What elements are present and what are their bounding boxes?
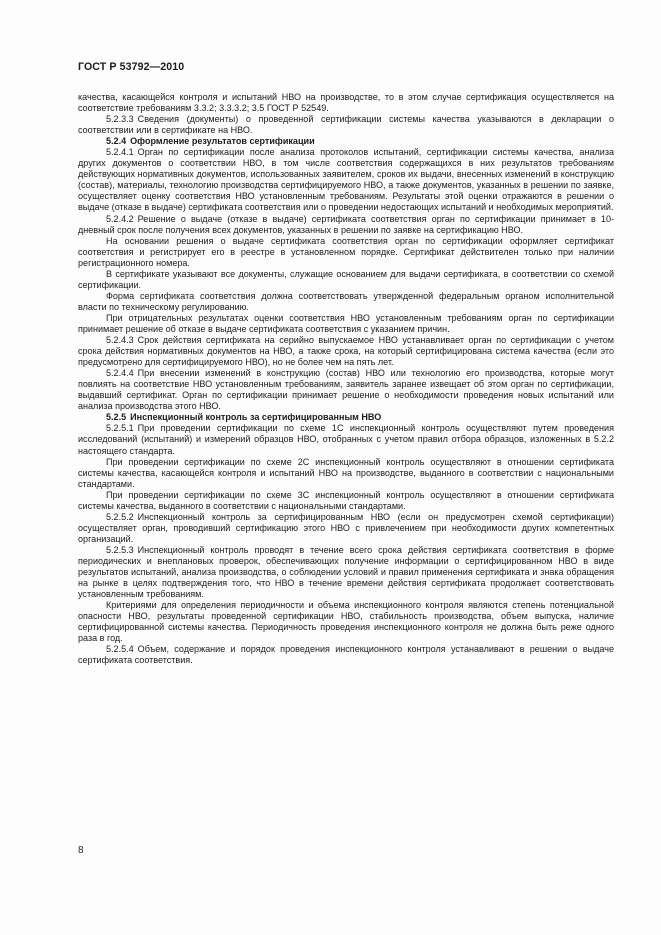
clause-number: 5.2.5.2 — [106, 511, 134, 522]
clause-number: 5.2.5.3 — [106, 544, 134, 555]
paragraph — [78, 313, 614, 335]
clause-5-2-4-2 — [78, 214, 614, 236]
paragraph-text: При проведении сертификации по схеме 2С инспекционный контроль осуществляют в отношении сертификата системы качества, касающейся контроля и испытаний НВО на производстве, выданного в соответствии с национальными стандартами. — [78, 456, 614, 489]
paragraph-text: качества, касающейся контроля и испытаний НВО на производстве, то в этом случае сертификация осуществляется на соответствие требованиям 3.3.2; 3.3.3.2; 3.5 ГОСТ Р 52549. — [78, 92, 614, 114]
document-header: ГОСТ Р 53792—2010 — [78, 61, 185, 73]
section-title: Инспекционный контроль за сертифицированным НВО — [130, 412, 382, 423]
clause-number: 5.2.4.2 — [106, 213, 134, 224]
clause-number: 5.2.4.3 — [106, 335, 134, 346]
paragraph-text: Инспекционный контроль за сертифицированным НВО (если он предусмотрен схемой сертификации) осуществляет орган, проводивший сертификацию этого НВО с привлечением при необходимости других компетентных организаций. — [78, 511, 614, 544]
clause-5-2-4-4 — [78, 368, 614, 412]
clause-number: 5.2.4.4 — [106, 368, 134, 379]
paragraph-text: В сертификате указывают все документы, служащие основанием для выдачи сертификата, в соответствии со схемой сертификации. — [78, 268, 614, 290]
section-number: 5.2.5 — [106, 412, 127, 423]
paragraph-text: При проведении сертификации по схеме 1С инспекционный контроль осуществляют путем проведения исследований (испытаний) и измерений образцов НВО, отобранных с учетом правил отбора образцов, изложенных в 5.2.2 настоящего стандарта. — [78, 423, 614, 456]
section-heading-5-2-5 — [78, 412, 614, 423]
paragraph-text: Критериями для определения периодичности и объема инспекционного контроля являются степень потенциальной опасности НВО, результаты проведенной сертификации НВО, стабильность производства, объем выпуска, наличие сертифицированной системы качества. Периодичность проведения инспекционного контроля не должна быть реже одного раза в год. — [78, 600, 614, 644]
clause-5-2-4-1 — [78, 147, 614, 213]
paragraph — [78, 269, 614, 291]
paragraph-text: Решение о выдаче (отказе в выдаче) сертификата соответствия орган по сертификации принимает в 10-дневный срок после получения всех документов, указанных в решении по заявке на сертификацию НВО. — [78, 213, 614, 235]
page-number: 8 — [78, 845, 84, 856]
paragraph-text: При отрицательных результатах оценки соответствия НВО установленным требованиям орган по сертификации принимает решение об отказе в выдаче сертификата соответствия с указанием причин. — [78, 312, 614, 334]
paragraph — [78, 236, 614, 269]
paragraph — [78, 490, 614, 512]
paragraph-text: Орган по сертификации после анализа протоколов испытаний, сертификации системы качества, анализа других документов о соответствии НВО, в том числе соответствия содержащихся в них результатов требованиям действующих нормативных документов, использованных заявителем, сроков их выдачи, внесенных изменений в конструкцию (состав), материалы, технологию производства сертифицируемого НВО, а также документов, указанных в решении по заявке, осуществляет оценку соответствия НВО установленным требованиям. Результаты этой оценки отражаются в решении о выдаче (отказе в выдаче) сертификата соответствия или о проведении недостающих испытаний и необходимых мероприятий. — [78, 147, 614, 213]
paragraph-text: Срок действия сертификата на серийно выпускаемое НВО устанавливает орган по сертификации с учетом срока действия нормативных документов на НВО, а также срока, на который сертифицирована система качества (если это предусмотрено для сертифицируемого НВО), но не более чем на пять лет. — [78, 335, 614, 368]
paragraph — [78, 457, 614, 490]
clause-5-2-5-2 — [78, 512, 614, 545]
paragraph — [78, 291, 614, 313]
document-body — [78, 92, 614, 666]
clause-5-2-4-3 — [78, 335, 614, 368]
paragraph-text: Объем, содержание и порядок проведения инспекционного контроля устанавливают в решении о выдаче сертификата соответствия. — [78, 644, 614, 666]
clause-5-2-5-4 — [78, 644, 614, 666]
clause-5-2-5-3 — [78, 545, 614, 600]
clause-number: 5.2.3.3 — [106, 114, 134, 125]
paragraph-text: Сведения (документы) о проведенной сертификации системы качества указываются в декларации о соответствии или в сертификате на НВО. — [78, 114, 614, 136]
clause-number: 5.2.5.4 — [106, 644, 134, 655]
clause-number: 5.2.4.1 — [106, 147, 134, 158]
clause-number: 5.2.5.1 — [106, 423, 134, 434]
clause-5-2-3-3 — [78, 114, 614, 136]
paragraph — [78, 600, 614, 644]
paragraph-text: На основании решения о выдаче сертификата соответствия орган по сертификации оформляет сертификат соответствия и регистрирует его в реестре в установленном порядке. Сертификат действителен только при наличии регистрационного номера. — [78, 235, 614, 268]
section-number: 5.2.4 — [106, 136, 127, 147]
paragraph-text: При внесении изменений в конструкцию (состав) НВО или технологию его производства, которые могут повлиять на соответствие НВО установленным требованиям, заявитель заранее извещает об этом орган по сертификации, выдавший сертификат. Орган по сертификации принимает решение о необходимости проведения новых испытаний или анализа производства этого НВО. — [78, 368, 614, 412]
section-title: Оформление результатов сертификации — [130, 136, 315, 147]
paragraph — [78, 92, 614, 114]
paragraph-text: Инспекционный контроль проводят в течение всего срока действия сертификата соответствия в форме периодических и внеплановых проверок, обеспечивающих получение информации о сертифицированном НВО в виде результатов испытаний, анализа производства, о соблюдении условий и правил применения сертификата и знака обращения на рынке в целях подтверждения того, что НВО в течение времени действия сертификата продолжает соответствовать установленным требованиям. — [78, 544, 614, 600]
clause-5-2-5-1 — [78, 423, 614, 456]
paragraph-text: При проведении сертификации по схеме 3С инспекционный контроль осуществляют в отношении сертификата системы качества, выданного в соответствии с национальными стандартами. — [78, 489, 614, 511]
section-heading-5-2-4 — [78, 136, 614, 147]
paragraph-text: Форма сертификата соответствия должна соответствовать утвержденной федеральным органом исполнительной власти по техническому регулированию. — [78, 290, 614, 312]
